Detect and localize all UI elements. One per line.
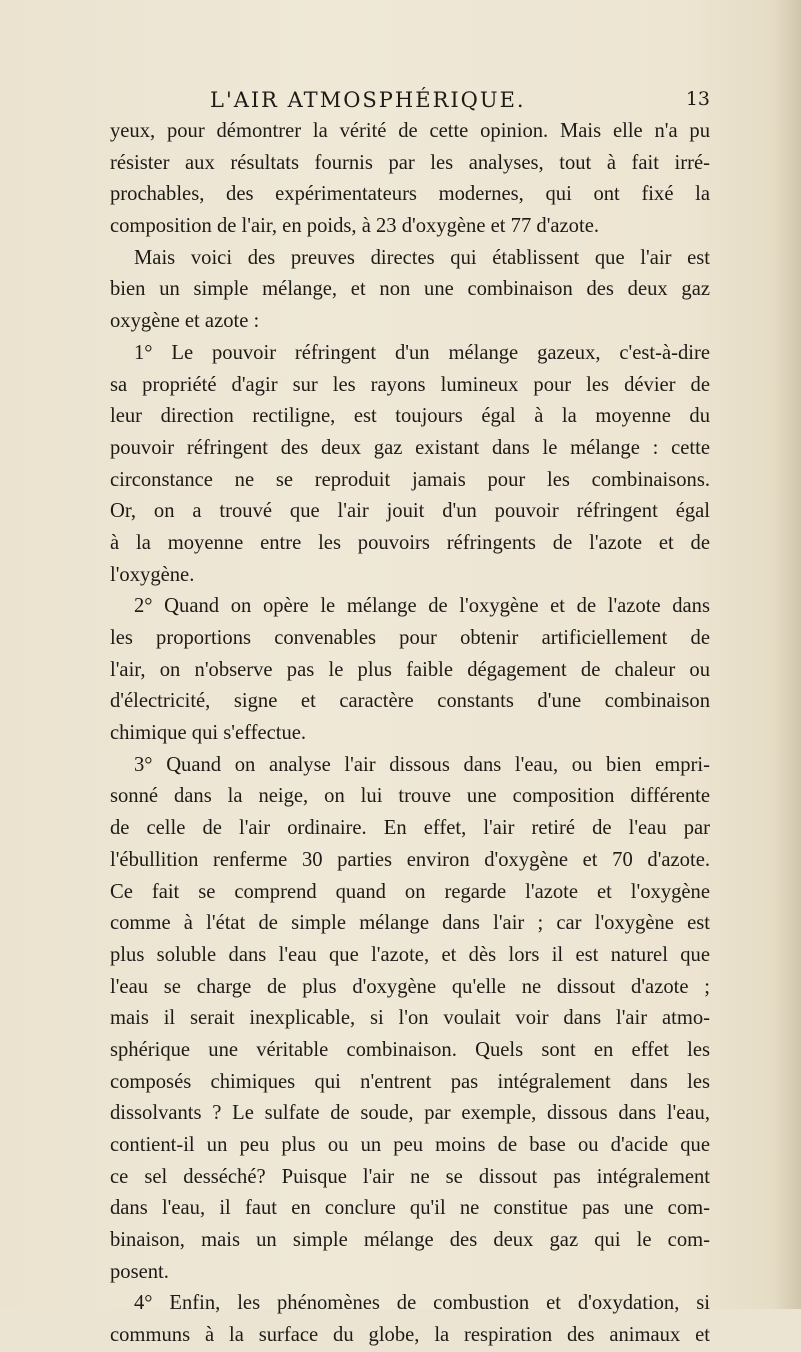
text-line: l'air, on n'observe pas le plus faible dégagement de chaleur ou [110, 658, 710, 681]
text-line: sa propriété d'agir sur les rayons lumineux pour les dévier de [110, 373, 710, 396]
text-line: dans l'eau, il faut en conclure qu'il ne constitue pas une com- [110, 1197, 710, 1220]
text-line: sphérique une véritable combinaison. Quels sont en effet les [110, 1038, 710, 1061]
text-line: 1° Le pouvoir réfringent d'un mélange gazeux, c'est-à-dire [134, 341, 710, 364]
text-line: l'eau se charge de plus d'oxygène qu'elle ne dissout d'azote ; [110, 975, 710, 998]
text-line: contient-il un peu plus ou un peu moins de base ou d'acide que [110, 1134, 710, 1156]
text-line: composition de l'air, en poids, à 23 d'oxygène et 77 d'azote. [110, 215, 599, 238]
text-line: l'oxygène. [110, 563, 195, 586]
body-text [110, 116, 710, 1352]
text-line: Or, on a trouvé que l'air jouit d'un pouvoir réfringent égal [110, 500, 710, 523]
text-line: de celle de l'air ordinaire. En effet, l'air retiré de l'eau par [110, 817, 710, 840]
text-line: Ce fait se comprend quand on regarde l'azote et l'oxygène [110, 880, 710, 903]
text-line: Mais voici des preuves directes qui établissent que l'air est [134, 246, 710, 269]
text-line: bien un simple mélange, et non une combinaison des deux gaz [110, 278, 710, 301]
text-line: leur direction rectiligne, est toujours égal à la moyenne du [110, 405, 710, 428]
text-line: ce sel desséché? Puisque l'air ne se dissout pas intégralement [110, 1165, 710, 1188]
text-line: résister aux résultats fournis par les analyses, tout à fait irré- [110, 151, 710, 174]
text-line: dissolvants ? Le sulfate de soude, par exemple, dissous dans l'eau, [110, 1102, 710, 1125]
text-line: 4° Enfin, les phénomènes de combustion et d'oxydation, si [134, 1292, 710, 1315]
text-line: oxygène et azote : [110, 310, 260, 333]
text-line: pouvoir réfringent des deux gaz existant dans le mélange : cette [110, 436, 710, 459]
text-line: sonné dans la neige, on lui trouve une composition différente [110, 785, 710, 808]
page-edge-shadow [773, 0, 801, 1309]
text-line: communs à la surface du globe, la respiration des animaux et [110, 1324, 710, 1347]
page-number: 13 [685, 88, 710, 110]
text-line: l'ébullition renferme 30 parties environ d'oxygène et 70 d'azote. [110, 848, 710, 871]
text-line: les proportions convenables pour obtenir artificiellement de [110, 627, 710, 649]
text-line: à la moyenne entre les pouvoirs réfringents de l'azote et de [110, 531, 710, 554]
text-line: posent. [110, 1260, 169, 1283]
text-line: composés chimiques qui n'entrent pas intégralement dans les [110, 1070, 710, 1093]
text-line: 2° Quand on opère le mélange de l'oxygène et de l'azote dans [134, 595, 710, 618]
text-line: prochables, des expérimentateurs modernes, qui ont fixé la [110, 183, 710, 206]
text-line: circonstance ne se reproduit jamais pour les combinaisons. [110, 468, 710, 491]
text-line: comme à l'état de simple mélange dans l'air ; car l'oxygène est [110, 912, 710, 935]
text-line: binaison, mais un simple mélange des deux gaz qui le com- [110, 1229, 710, 1252]
page-header [110, 88, 710, 116]
running-title: L'AIR ATMOSPHÉRIQUE. [210, 88, 526, 112]
text-line: d'électricité, signe et caractère constants d'une combinaison [110, 690, 710, 713]
text-line: 3° Quand on analyse l'air dissous dans l'eau, ou bien empri- [134, 753, 710, 776]
text-line: plus soluble dans l'eau que l'azote, et dès lors il est naturel que [110, 943, 710, 966]
text-line: chimique qui s'effectue. [110, 722, 307, 745]
text-line: yeux, pour démontrer la vérité de cette opinion. Mais elle n'a pu [110, 120, 710, 142]
text-line: mais il serait inexplicable, si l'on voulait voir dans l'air atmo- [110, 1007, 710, 1030]
